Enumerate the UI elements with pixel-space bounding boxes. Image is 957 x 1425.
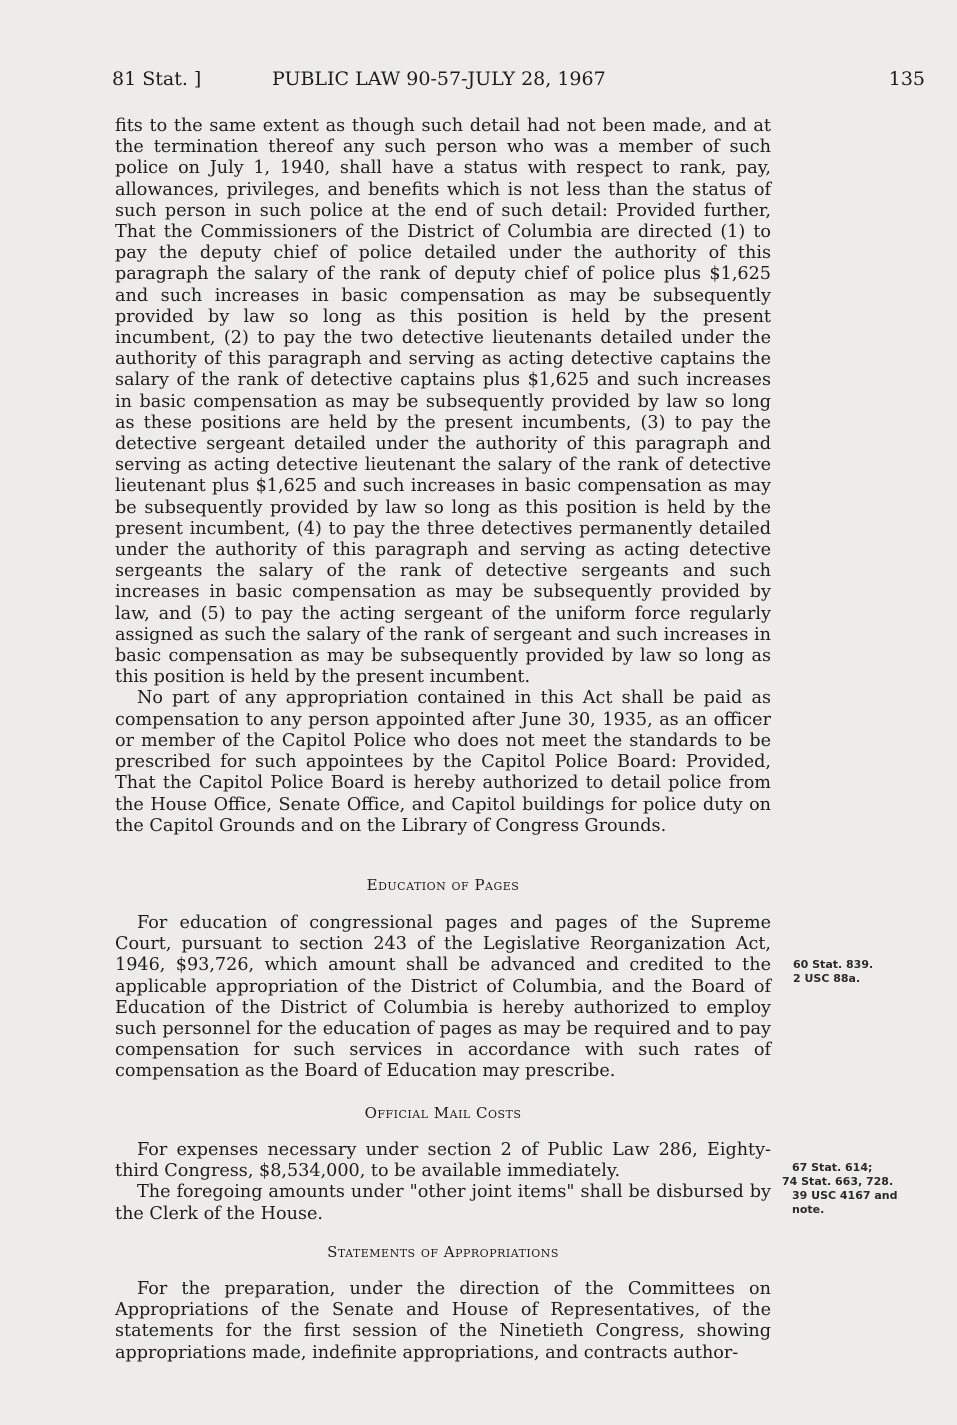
citation-line: 60 Stat. 839. [793, 958, 874, 971]
body-block-1 [115, 116, 771, 837]
statute-reference: 81 Stat. ] [112, 68, 202, 90]
paragraph: For the preparation, under the direction of the Committees on Appropriations of the Senate and House of Representatives, of the statements for the first session of the Ninetieth Congress, showing appropriations made, indefinite appropriations, and contracts author- [115, 1279, 771, 1363]
page-header [112, 68, 925, 98]
body-block-3 [115, 1140, 771, 1225]
section-heading-statements-of-appropriations: Statements of Appropriations [327, 1243, 559, 1261]
citation-line: 67 Stat. 614; [792, 1161, 873, 1174]
section-heading-education-of-pages: Education of Pages [366, 876, 520, 894]
body-block-4 [115, 1279, 771, 1364]
running-title: PUBLIC LAW 90-57-JULY 28, 1967 [272, 68, 606, 90]
citation-line: 74 Stat. 663, 728. [782, 1175, 894, 1188]
citation-line: note. [792, 1203, 825, 1216]
margin-citation-2 [782, 1161, 897, 1217]
citation-line: 2 USC 88a. [793, 972, 861, 985]
body-block-2 [115, 913, 771, 1083]
paragraph: fits to the same extent as though such detail had not been made, and at the termination thereof any such person who was a member of such police on July 1, 1940, shall have a status with respect to rank, pay, allowances, privileges, and benefits which is not less than the status of such person in such police at the end of such detail: Provided further, That the Commissioners of the District of Columbia are directed (1) to pay the deputy chief of police detailed under the authority of this paragraph the salary of the rank of deputy chief of police plus $1,625 and such increases in basic compensation as may be subsequently provided by law so long as this position is held by the present incumbent, (2) to pay the two detective lieutenants detailed under the authority of this paragraph and serving as acting detective captains the salary of the rank of detective captains plus $1,625 and such increases in basic compensation as may be subsequently provided by law so long as these positions are held by the present incumbents, (3) to pay the detective sergeant detailed under the authority of this paragraph and serving as acting detective lieutenant the salary of the rank of detective lieutenant plus $1,625 and such increases in basic compensation as may be subsequently provided by law so long as this position is held by the present incumbent, (4) to pay the three detectives permanently detailed under the authority of this paragraph and serving as acting detective sergeants the salary of the rank of detective sergeants and such increases in basic compensation as may be subsequently provided by law, and (5) to pay the acting sergeant of the uniform force regularly assigned as such the salary of the rank of sergeant and such increases in basic compensation as may be subsequently provided by law so long as this position is held by the present incumbent. [115, 116, 771, 688]
page-number: 135 [888, 68, 925, 90]
paragraph: For education of congressional pages and pages of the Supreme Court, pursuant to section 243 of the Legislative Reorganization Act, 1946, $93,726, which amount shall be advanced and credited to the applicable appropriation of the District of Columbia, and the Board of Education of the District of Columbia is hereby authorized to employ such personnel for the education of pages as may be required and to pay compensation for such services in accordance with such rates of compensation as the Board of Education may prescribe. [115, 913, 771, 1082]
citation-line: 39 USC 4167 and [792, 1189, 898, 1202]
margin-citation-1 [793, 958, 873, 986]
section-heading-official-mail-costs: Official Mail Costs [364, 1104, 522, 1122]
paragraph: No part of any appropriation contained in this Act shall be paid as compensation to any person appointed after June 30, 1935, as an officer or member of the Capitol Police who does not meet the standards to be prescribed for such appointees by the Capitol Police Board: Provided, That the Capitol Police Board is hereby authorized to detail police from the House Office, Senate Office, and Capitol buildings for police duty on the Capitol Grounds and on the Library of Congress Grounds. [115, 688, 771, 836]
paragraph: The foregoing amounts under "other joint items" shall be disbursed by the Clerk of the House. [115, 1182, 771, 1224]
paragraph: For expenses necessary under section 2 of Public Law 286, Eighty-third Congress, $8,534,000, to be available immediately. [115, 1140, 771, 1182]
